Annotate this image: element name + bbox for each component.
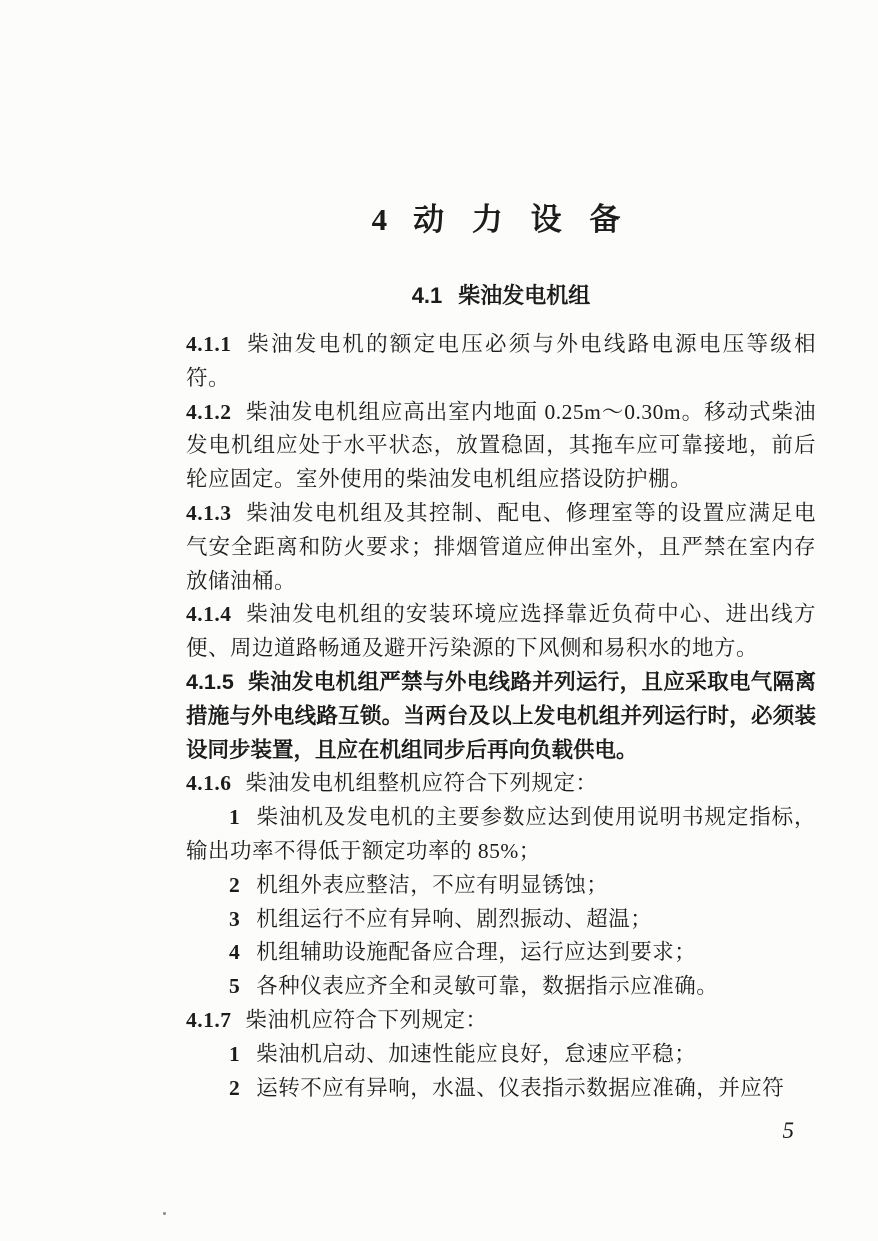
item-text: 各种仪表应齐全和灵敏可靠，数据指示应准确。 [256, 974, 719, 999]
clause-item [186, 801, 816, 869]
item-number: 1 [229, 1041, 241, 1066]
chapter-heading [186, 200, 816, 240]
clause-4-1-5 [186, 666, 816, 767]
item-text: 机组辅助设施配备应合理，运行应达到要求； [256, 940, 697, 965]
chapter-title: 动 力 设 备 [413, 202, 631, 237]
clause-item [186, 869, 816, 903]
clause-number: 4.1.1 [186, 332, 232, 356]
scan-artifact-dot [163, 1212, 166, 1215]
section-heading [186, 282, 816, 310]
item-text: 柴油机启动、加速性能应良好，怠速应平稳； [256, 1041, 697, 1066]
clause-text: 柴油发电机组及其控制、配电、修理室等的设置应满足电气安全距离和防火要求；排烟管道应伸出室外，且严禁在室内存放储油桶。 [186, 500, 816, 593]
clause-4-1-7 [186, 1004, 816, 1038]
clause-4-1-1 [186, 328, 816, 396]
clauses-container [186, 328, 816, 1105]
item-number: 2 [229, 1075, 241, 1100]
clause-number: 4.1.7 [186, 1007, 232, 1032]
clause-text: 柴油机应符合下列规定： [245, 1007, 488, 1032]
clause-number: 4.1.3 [186, 500, 232, 525]
clause-4-1-6 [186, 767, 816, 801]
clause-4-1-4 [186, 598, 816, 666]
item-text: 机组运行不应有异响、剧烈振动、超温； [256, 906, 653, 931]
clause-item [186, 1038, 816, 1072]
item-text: 运转不应有异响，水温、仪表指示数据应准确，并应符 [256, 1075, 785, 1100]
clause-text: 柴油发电机组的安装环境应选择靠近负荷中心、进出线方便、周边道路畅通及避开污染源的下风侧和易积水的地方。 [186, 602, 816, 661]
clause-4-1-3 [186, 497, 816, 598]
text-block [186, 200, 816, 1105]
item-number: 2 [229, 872, 241, 897]
clause-item [186, 970, 816, 1004]
page-number: 5 [782, 1118, 794, 1143]
clause-number: 4.1.2 [186, 399, 232, 424]
clause-text: 柴油发电机的额定电压必须与外电线路电源电压等级相符。 [186, 332, 816, 390]
clause-item [186, 1072, 816, 1106]
clause-number: 4.1.6 [186, 771, 232, 796]
item-number: 1 [229, 805, 241, 830]
item-text: 柴油机及发电机的主要参数应达到使用说明书规定指标，输出功率不得低于额定功率的 85%； [186, 805, 816, 863]
clause-item [186, 936, 816, 970]
clause-item [186, 903, 816, 937]
item-number: 3 [229, 906, 241, 931]
clause-text: 柴油发电机组整机应符合下列规定： [245, 771, 598, 796]
clause-number: 4.1.5 [186, 669, 234, 694]
section-number: 4.1 [411, 283, 443, 308]
item-text: 机组外表应整洁，不应有明显锈蚀； [256, 872, 609, 897]
item-number: 4 [229, 940, 241, 965]
clause-text: 柴油发电机组应高出室内地面 0.25m～0.30m。移动式柴油发电机组应处于水平状态，放置稳固，其拖车应可靠接地，前后轮应固定。室外使用的柴油发电机组应搭设防护棚。 [186, 399, 816, 492]
clause-4-1-2 [186, 396, 816, 497]
chapter-number: 4 [371, 202, 388, 237]
section-title: 柴油发电机组 [458, 283, 591, 308]
clause-text: 柴油发电机组严禁与外电线路并列运行，且应采取电气隔离措施与外电线路互锁。当两台及以上发电机组并列运行时，必须装设同步装置，且应在机组同步后再向负载供电。 [186, 669, 816, 762]
clause-number: 4.1.4 [186, 602, 232, 627]
item-number: 5 [229, 974, 241, 999]
